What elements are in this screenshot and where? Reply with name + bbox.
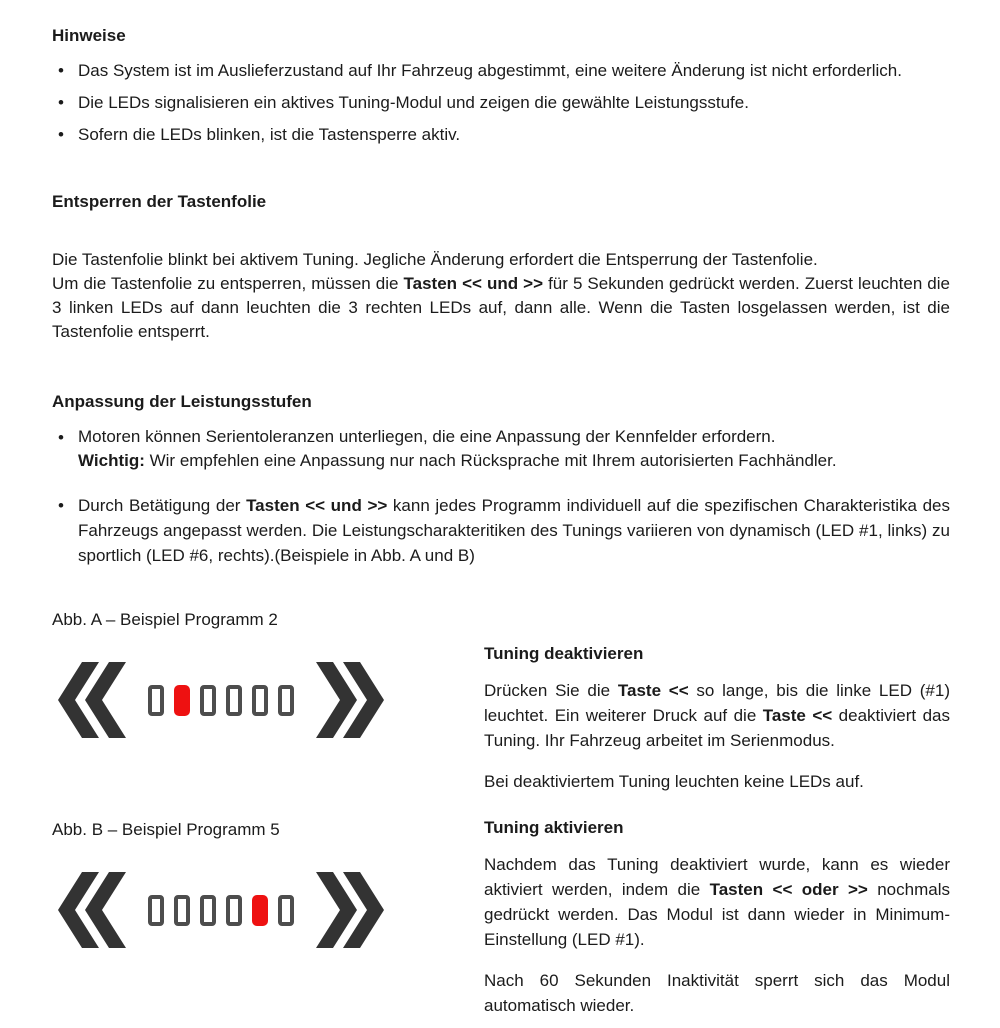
chevron-left-icon — [58, 662, 126, 738]
figures-column — [52, 602, 484, 1018]
text-segment: so lange, bis die linke LED (#1) leuchtet. Ein weiterer Druck auf die — [484, 681, 950, 725]
deaktivieren-note: Bei deaktiviertem Tuning leuchten keine LEDs auf. — [484, 772, 864, 791]
text-segment: Wir empfehlen eine Anpassung nur nach Rücksprache mit Ihrem autorisierten Fachhändler. — [144, 451, 837, 470]
entsperren-paragraph — [52, 248, 950, 344]
bold-text-segment: Tasten << oder >> — [709, 880, 868, 899]
chevron-left-icon — [58, 872, 126, 948]
text-segment: Um die Tastenfolie zu entsperren, müssen die — [52, 274, 404, 293]
led-5-active — [252, 895, 268, 926]
aktivieren-note: Nach 60 Sekunden Inaktivität sperrt sich das Modul automatisch wieder. — [484, 971, 950, 1015]
instructions-column — [484, 602, 950, 1018]
section-entsperren — [52, 190, 950, 344]
text-segment: nochmals gedrückt werden. Das Modul ist dann wieder in Minimum-Einstellung (LED #1). — [484, 880, 950, 949]
figure-b-label: Abb. B – Beispiel Programm 5 — [52, 820, 280, 839]
list-item-text: Die LEDs signalisieren ein aktives Tuning-Modul und zeigen die gewählte Leistungsstufe. — [78, 93, 749, 112]
figure-a-label: Abb. A – Beispiel Programm 2 — [52, 610, 278, 629]
bold-text-segment: Taste << — [762, 706, 833, 725]
list-item — [52, 59, 950, 82]
led-5 — [252, 685, 268, 716]
list-item-text: Das System ist im Auslieferzustand auf Ihr Fahrzeug abgestimmt, eine weitere Änderung ist nicht erforderlich. — [78, 61, 902, 80]
led-2 — [174, 895, 190, 926]
text-segment: kann jedes Programm individuell auf die spezifischen Charakteristika des Fahrzeugs angepasst werden. Die Leistungscharakteritiken des Tunings variieren von dynamisch (LED #1, links) zu sportlich (LED #6, rechts).(Beispiele in Abb. A und B) — [78, 496, 950, 565]
bold-text-segment: Taste << — [617, 681, 689, 700]
text-segment: Durch Betätigung der — [78, 496, 247, 515]
figure-b-graphic — [58, 872, 484, 948]
section-hinweise — [52, 24, 950, 146]
led-6 — [278, 685, 294, 716]
led-row — [148, 685, 294, 716]
text-segment: Nachdem das Tuning deaktiviert wurde, kann es wieder aktiviert werden, indem die — [484, 855, 950, 899]
led-3 — [200, 685, 216, 716]
list-item — [52, 493, 950, 568]
hinweise-list — [52, 59, 950, 146]
aktivieren-heading: Tuning aktivieren — [484, 818, 624, 837]
aktivieren-paragraph — [484, 852, 950, 952]
led-2-active — [174, 685, 190, 716]
list-item-text: Sofern die LEDs blinken, ist die Tastensperre aktiv. — [78, 125, 461, 144]
led-4 — [226, 895, 242, 926]
bold-text-segment: Wichtig: — [78, 451, 145, 470]
list-item — [52, 425, 950, 473]
deaktivieren-paragraph — [484, 678, 950, 753]
hinweise-heading: Hinweise — [52, 26, 126, 45]
text-segment: deaktiviert das Tuning. Ihr Fahrzeug arbeitet im Serienmodus. — [484, 706, 950, 750]
chevron-right-icon — [316, 872, 384, 948]
paragraph-line — [78, 449, 950, 473]
figures-and-instructions — [52, 602, 950, 1018]
chevron-right-icon — [316, 662, 384, 738]
entsperren-heading: Entsperren der Tastenfolie — [52, 192, 267, 211]
paragraph-line: Die Tastenfolie blinkt bei aktivem Tuning. Jegliche Änderung erfordert die Entsperrung der Tastenfolie. — [52, 250, 818, 269]
led-3 — [200, 895, 216, 926]
list-item — [52, 123, 950, 146]
text-segment: für 5 Sekunden gedrückt werden. Zuerst leuchten die 3 linken LEDs auf dann leuchten die 3 rechten LEDs auf, dann alle. Wenn die Tasten losgelassen werden, ist die Tastenfolie entsperrt. — [52, 274, 950, 341]
led-4 — [226, 685, 242, 716]
text-segment: Drücken Sie die — [484, 681, 618, 700]
deaktivieren-heading: Tuning deaktivieren — [484, 644, 644, 663]
section-anpassung — [52, 390, 950, 568]
led-1 — [148, 685, 164, 716]
led-row — [148, 895, 294, 926]
anpassung-heading: Anpassung der Leistungsstufen — [52, 392, 312, 411]
anpassung-list — [52, 425, 950, 568]
figure-a-graphic — [58, 662, 484, 738]
paragraph-line: • Motoren können Serientoleranzen unterliegen, die eine Anpassung der Kennfelder erfordern. — [78, 427, 776, 446]
list-item — [52, 91, 950, 114]
bold-text-segment: Tasten << und >> — [403, 274, 544, 293]
paragraph-line — [52, 272, 950, 344]
bold-text-segment: Tasten << und >> — [246, 496, 388, 515]
led-1 — [148, 895, 164, 926]
led-6 — [278, 895, 294, 926]
